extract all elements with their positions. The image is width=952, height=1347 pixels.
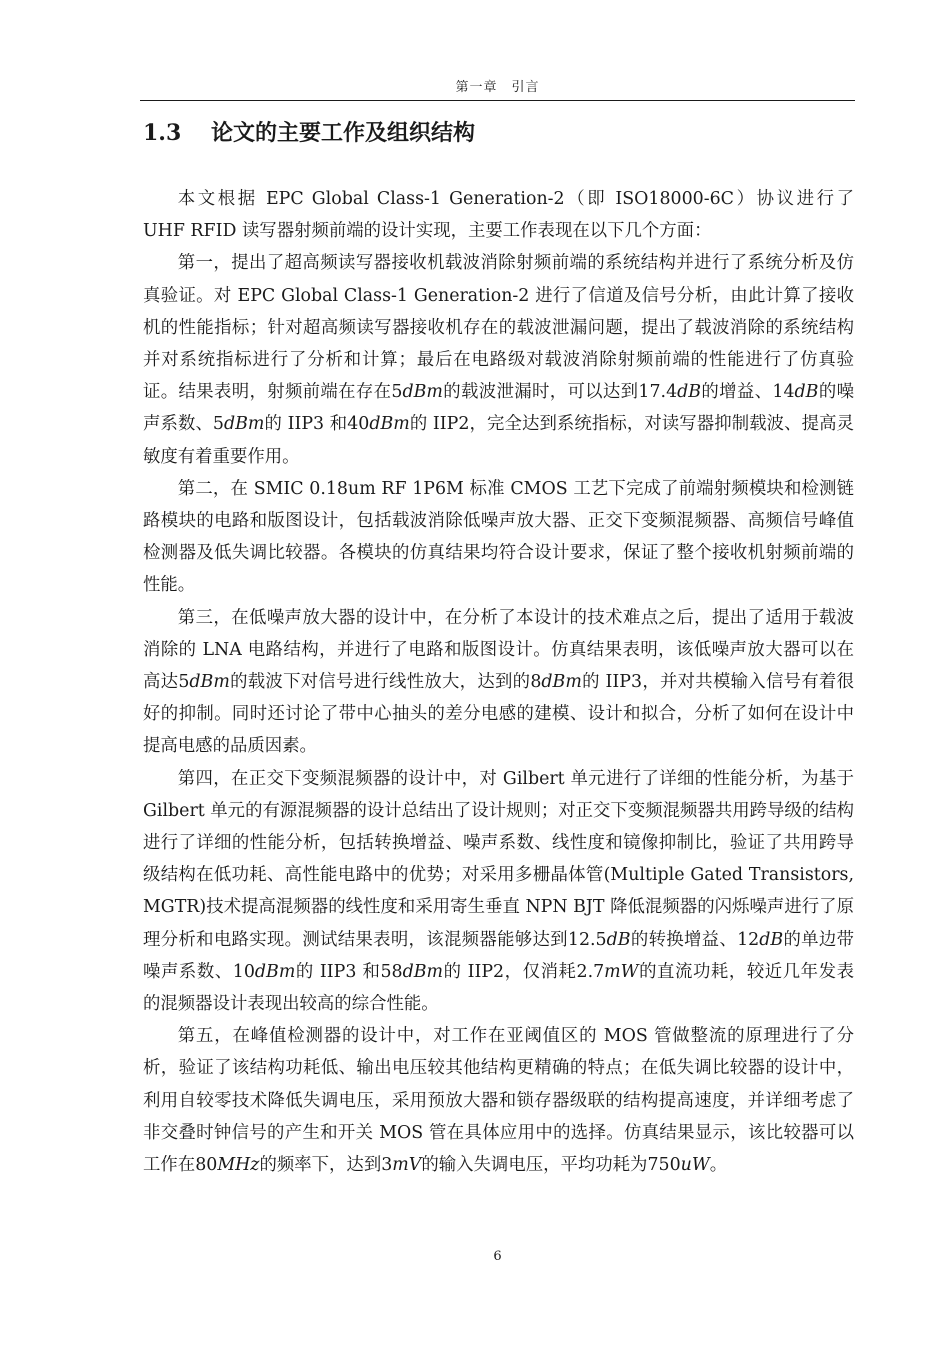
- metric-unit: dB: [677, 382, 702, 403]
- metric-value: 2.7: [576, 961, 605, 982]
- metric-unit: dB: [759, 929, 784, 950]
- text-run: 的转换增益、: [630, 929, 738, 950]
- metric-unit: dBm: [189, 672, 230, 693]
- text-run: 。: [709, 1155, 728, 1176]
- metric-unit: mW: [604, 961, 639, 982]
- metric-unit: dBm: [402, 382, 443, 403]
- text-run: 的输入失调电压，平均功耗为: [421, 1155, 648, 1176]
- metric-value: 5: [212, 414, 224, 435]
- text-run: 第三，在低噪声放大器的设计中，在分析了本设计的技术难点之后，提出了适用于载波消除的 LNA 电路结构，并进行了电路和版图设计。仿真结果表明，该低噪声放大器可以在高达: [143, 607, 854, 693]
- metric-value: 58: [380, 961, 403, 982]
- section-number: 1.3: [143, 120, 182, 146]
- text-run: 的载波泄漏时，可以达到: [442, 382, 639, 403]
- paragraph-intro: [143, 183, 854, 247]
- paragraph-fifth: [143, 1020, 854, 1181]
- section-heading: [143, 118, 475, 148]
- metric-value: 8: [530, 672, 542, 693]
- metric-value: 14: [772, 382, 795, 403]
- metric-unit: dBm: [369, 414, 410, 435]
- header-rule: [140, 100, 855, 101]
- text-run: 的 IIP3 和: [295, 961, 381, 982]
- metric-unit: dBm: [254, 961, 296, 982]
- metric-value: 80: [195, 1155, 218, 1176]
- metric-value: 750: [647, 1155, 681, 1176]
- page-number: 6: [493, 1249, 502, 1264]
- paragraph-fourth: [143, 763, 854, 1021]
- text-run: 的噪声系数、: [143, 382, 854, 435]
- metric-value: 10: [232, 961, 255, 982]
- metric-unit: MHz: [217, 1155, 260, 1176]
- text-run: 的 IIP3 和: [264, 414, 348, 435]
- metric-value: 12.5: [567, 929, 607, 950]
- text-run: 第四，在正交下变频混频器的设计中，对 Gilbert 单元进行了详细的性能分析，为基于 Gilbert 单元的有源混频器的设计总结出了设计规则；对正交下变频混频器共用跨导级的结构进行了详细的性能分析，包括转换增益、噪声系数、线性度和镜像抑制比，验证了共用跨导级结构在低功耗、高性能电路中的优势；对采用多栅晶体管(Multiple Gated Transistors, MGTR)技术提高混频器的线性度和采用寄生垂直 NPN BJT 降低混频器的闪烁噪声进行了原理分析和电路实现。测试结果表明，该混频器能够达到: [143, 768, 854, 950]
- text-run: 的增益、: [701, 382, 773, 403]
- paragraph-text: 本文根据 EPC Global Class-1 Generation-2（即 ISO18000-6C）协议进行了 UHF RFID 读写器射频前端的设计实现，主要工作表现在以下几个方面：: [143, 189, 854, 242]
- metric-value: 12: [737, 929, 760, 950]
- text-run: 的 IIP2，完全达到系统指标，对读写器抑制载波、提高灵敏度有着重要作用。: [143, 414, 854, 467]
- body-text: [143, 183, 854, 1181]
- metric-value: 17.4: [638, 382, 678, 403]
- paragraph-second: [143, 473, 854, 602]
- metric-unit: dBm: [541, 672, 582, 693]
- metric-value: 3: [381, 1155, 393, 1176]
- metric-value: 5: [178, 672, 190, 693]
- metric-unit: dBm: [224, 414, 265, 435]
- text-run: 的单边带噪声系数、: [143, 929, 854, 982]
- metric-unit: uW: [680, 1155, 710, 1176]
- text-run: 的载波下对信号进行线性放大，达到的: [229, 672, 531, 693]
- paragraph-first: [143, 247, 854, 472]
- paragraph-third: [143, 602, 854, 763]
- text-run: 第一，提出了超高频读写器接收机载波消除射频前端的系统结构并进行了系统分析及仿真验证。对 EPC Global Class-1 Generation-2 进行了信道及信号分析，由此计算了接收机的性能指标；针对超高频读写器接收机存在的载波泄漏问题，提出了载波消除的系统结构并对系统指标进行了分析和计算；最后在电路级对载波消除射频前端的性能进行了仿真验证。结果表明，射频前端在存在: [143, 253, 854, 403]
- paragraph-text: 第二，在 SMIC 0.18um RF 1P6M 标准 CMOS 工艺下完成了前端射频模块和检测链路模块的电路和版图设计，包括载波消除低噪声放大器、正交下变频混频器、高频信号峰值检测器及低失调比较器。各模块的仿真结果均符合设计要求，保证了整个接收机射频前端的性能。: [143, 478, 854, 596]
- text-run: 的 IIP2，仅消耗: [443, 961, 577, 982]
- metric-value: 40: [347, 414, 370, 435]
- metric-unit: mV: [392, 1155, 422, 1176]
- metric-unit: dBm: [402, 961, 444, 982]
- metric-unit: dB: [606, 929, 631, 950]
- text-run: 的频率下，达到: [259, 1155, 382, 1176]
- metric-value: 5: [391, 382, 403, 403]
- text-run: 的直流功耗，较近几年发表的混频器设计表现出较高的综合性能。: [143, 961, 854, 1015]
- text-run: 的 IIP3，并对共模输入信号有着很好的抑制。同时还讨论了带中心抽头的差分电感的建模、设计和拟合，分析了如何在设计中提高电感的品质因素。: [143, 672, 854, 757]
- metric-unit: dB: [794, 382, 819, 403]
- running-header: 第一章 引言: [455, 80, 540, 95]
- text-run: 第五，在峰值检测器的设计中，对工作在亚阈值区的 MOS 管做整流的原理进行了分析，验证了该结构功耗低、输出电压较其他结构更精确的特点；在低失调比较器的设计中，利用自较零技术降低失调电压，采用预放大器和锁存器级联的结构提高速度，并详细考虑了非交叠时钟信号的产生和开关 MOS 管在具体应用中的选择。仿真结果显示，该比较器可以工作在: [143, 1026, 854, 1176]
- section-title: 论文的主要工作及组织结构: [211, 120, 476, 146]
